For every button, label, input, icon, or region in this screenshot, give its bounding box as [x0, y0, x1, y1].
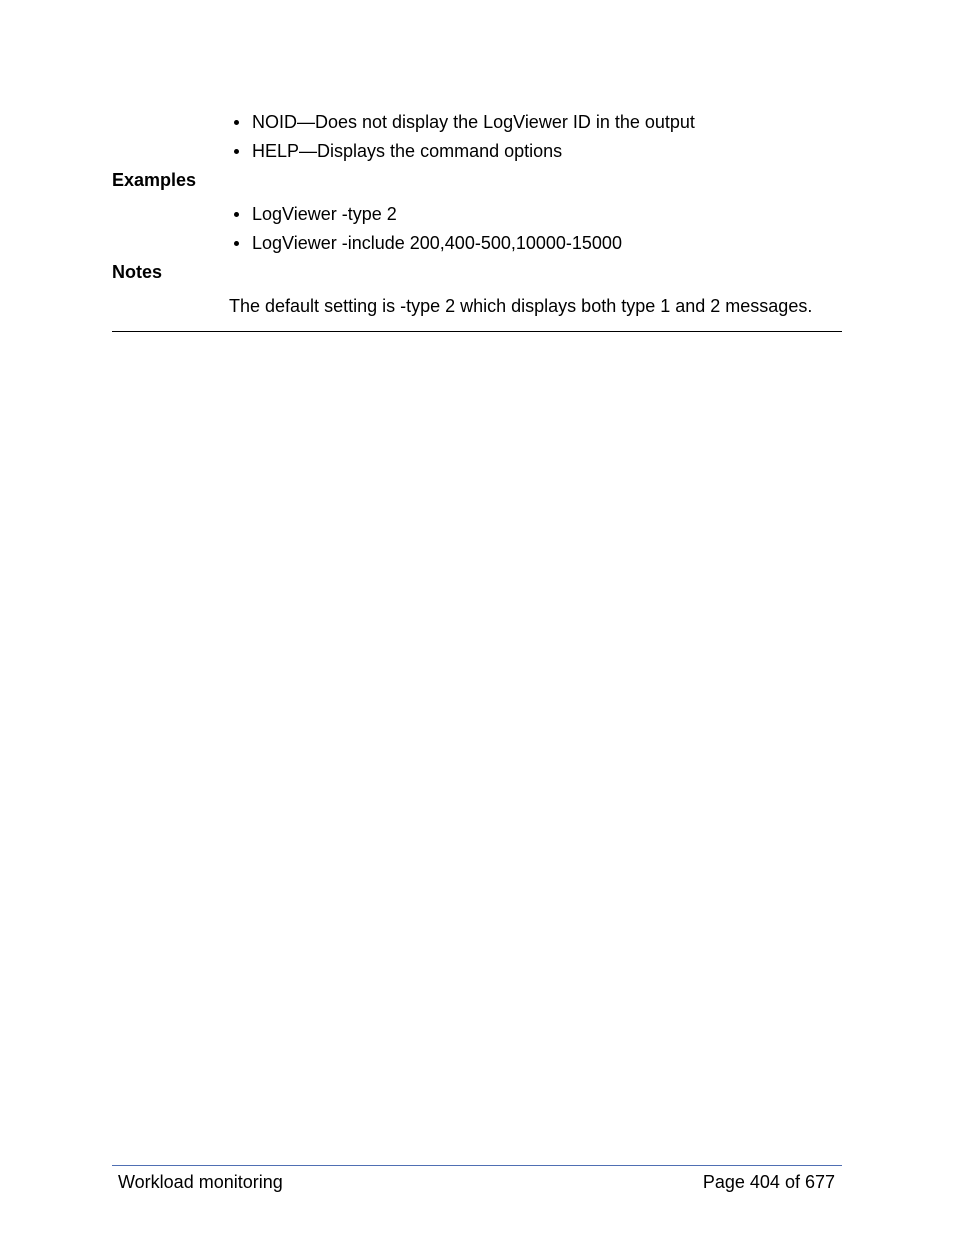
bullet-icon: [234, 241, 239, 246]
examples-list: [233, 200, 622, 258]
list-item: [233, 137, 695, 166]
footer-page-number: Page 404 of 677: [702, 1172, 835, 1192]
bullet-icon: [234, 120, 239, 125]
example-text: LogViewer -type 2: [252, 204, 397, 224]
notes-text: The default setting is -type 2 which displays both type 1 and 2 messages.: [229, 296, 813, 316]
bullet-icon: [234, 149, 239, 154]
option-text: HELP—Displays the command options: [252, 141, 563, 161]
examples-heading: Examples: [112, 170, 197, 190]
list-item: [233, 108, 695, 137]
list-item: [233, 229, 622, 258]
option-text: NOID—Does not display the LogViewer ID in the output: [252, 112, 695, 132]
list-item: [233, 200, 622, 229]
notes-heading: Notes: [112, 262, 163, 282]
example-text: LogViewer -include 200,400-500,10000-15000: [252, 233, 622, 253]
options-list: [233, 108, 695, 166]
footer-section-title: Workload monitoring: [118, 1172, 283, 1192]
footer-divider: [112, 1165, 842, 1166]
section-divider: [112, 331, 842, 332]
bullet-icon: [234, 212, 239, 217]
